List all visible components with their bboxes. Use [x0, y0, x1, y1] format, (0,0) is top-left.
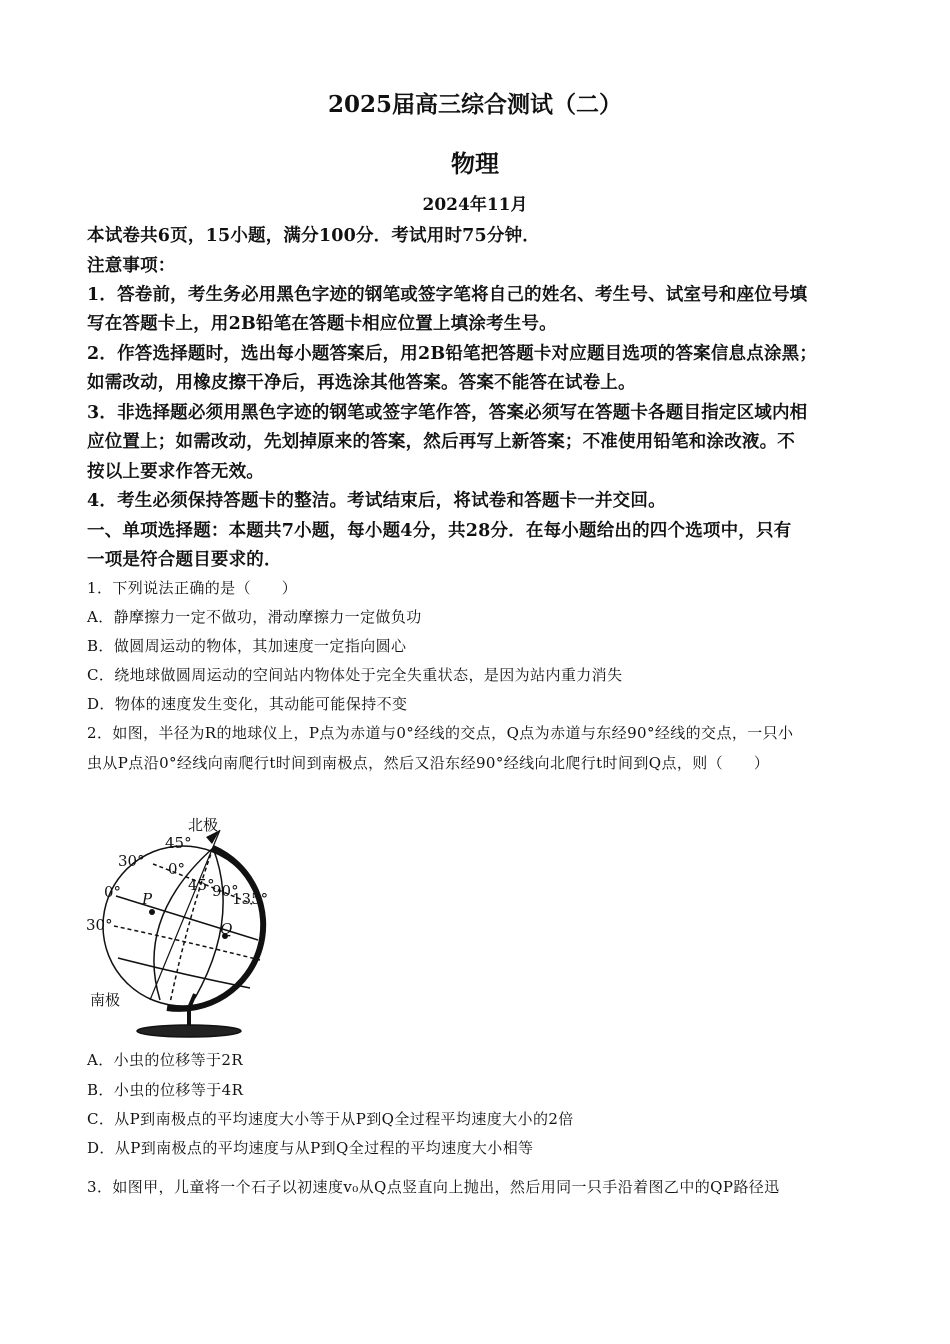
q1-stem: 1．下列说法正确的是（ ） [87, 579, 298, 597]
notice-item-3-line-3: 按以上要求作答无效。 [87, 462, 264, 482]
q2-stem-line-1: 2．如图，半径为R的地球仪上，P点为赤道与0°经线的交点，Q点为赤道与东经90°经线的交点，一只小 [87, 724, 794, 742]
q3-stem-line-1: 3．如图甲，儿童将一个石子以初速度v₀从Q点竖直向上抛出，然后用同一只手沿着图乙中的QP路径迅 [87, 1178, 780, 1196]
label-lat-0: 0° [104, 883, 122, 901]
section-1-heading-line-1: 一、单项选择题：本题共7小题，每小题4分，共28分．在每小题给出的四个选项中，只有 [87, 521, 792, 541]
q1-option-d: D．物体的速度发生变化，其动能可能保持不变 [87, 695, 408, 713]
globe-base [137, 1025, 241, 1037]
notice-item-1-line-2: 写在答题卡上，用2B铅笔在答题卡相应位置上填涂考生号。 [87, 314, 557, 334]
intro-text: 本试卷共6页，15小题，满分100分．考试用时75分钟． [87, 226, 541, 246]
q1-option-a: A．静摩擦力一定不做功，滑动摩擦力一定做负功 [87, 608, 422, 626]
subject-title: 物理 [451, 149, 499, 178]
notice-item-1-line-1: 1．答卷前，考生务必用黑色字迹的钢笔或签字笔将自己的姓名、考生号、试室号和座位号填 [87, 285, 808, 305]
label-lon-135: 135° [232, 890, 269, 908]
q2-stem-line-2: 虫从P点沿0°经线向南爬行t时间到南极点，然后又沿东经90°经线向北爬行t时间到Q点，则（ ） [87, 754, 770, 772]
q1-option-c: C．绕地球做圆周运动的空间站内物体处于完全失重状态，是因为站内重力消失 [87, 666, 623, 684]
label-north-pole: 北极 [188, 816, 219, 834]
notice-item-3-line-1: 3．非选择题必须用黑色字迹的钢笔或签字笔作答，答案必须写在答题卡各题目指定区域内相 [87, 403, 808, 423]
section-1-heading-line-2: 一项是符合题目要求的． [87, 550, 282, 570]
label-south-pole: 南极 [90, 991, 121, 1009]
q1-option-b: B．做圆周运动的物体，其加速度一定指向圆心 [87, 637, 407, 655]
q2-option-b: B．小虫的位移等于4R [87, 1081, 244, 1099]
notice-item-2-line-1: 2．作答选择题时，选出每小题答案后，用2B铅笔把答题卡对应题目选项的答案信息点涂黑； [87, 344, 818, 364]
notice-item-2-line-2: 如需改动，用橡皮擦干净后，再选涂其他答案。答案不能答在试卷上。 [87, 373, 636, 393]
exam-date: 2024年11月 [422, 195, 528, 215]
label-point-q: Q [220, 920, 233, 938]
globe-figure [80, 808, 280, 1038]
label-lat-30n: 30° [118, 852, 145, 870]
exam-title: 2025届高三综合测试（二） [327, 91, 622, 118]
notice-item-3-line-2: 应位置上；如需改动，先划掉原来的答案，然后再写上新答案；不准使用铅笔和涂改液。不 [87, 432, 795, 452]
q2-option-a: A．小虫的位移等于2R [87, 1051, 244, 1069]
label-lon-90: 90° [212, 882, 239, 900]
notice-heading: 注意事项： [87, 256, 176, 276]
label-lon-45-a: 45° [165, 834, 192, 852]
label-lon-45-b: 45° [188, 876, 215, 894]
label-lon-0: 0° [168, 860, 186, 878]
label-lat-30s: 30° [86, 916, 113, 934]
q2-option-d: D．从P到南极点的平均速度与从P到Q全过程的平均速度大小相等 [87, 1139, 534, 1157]
label-point-p: P [142, 890, 153, 908]
notice-item-4: 4．考生必须保持答题卡的整洁。考试结束后，将试卷和答题卡一并交回。 [87, 491, 666, 511]
q2-option-c: C．从P到南极点的平均速度大小等于从P到Q全过程平均速度大小的2倍 [87, 1110, 574, 1128]
